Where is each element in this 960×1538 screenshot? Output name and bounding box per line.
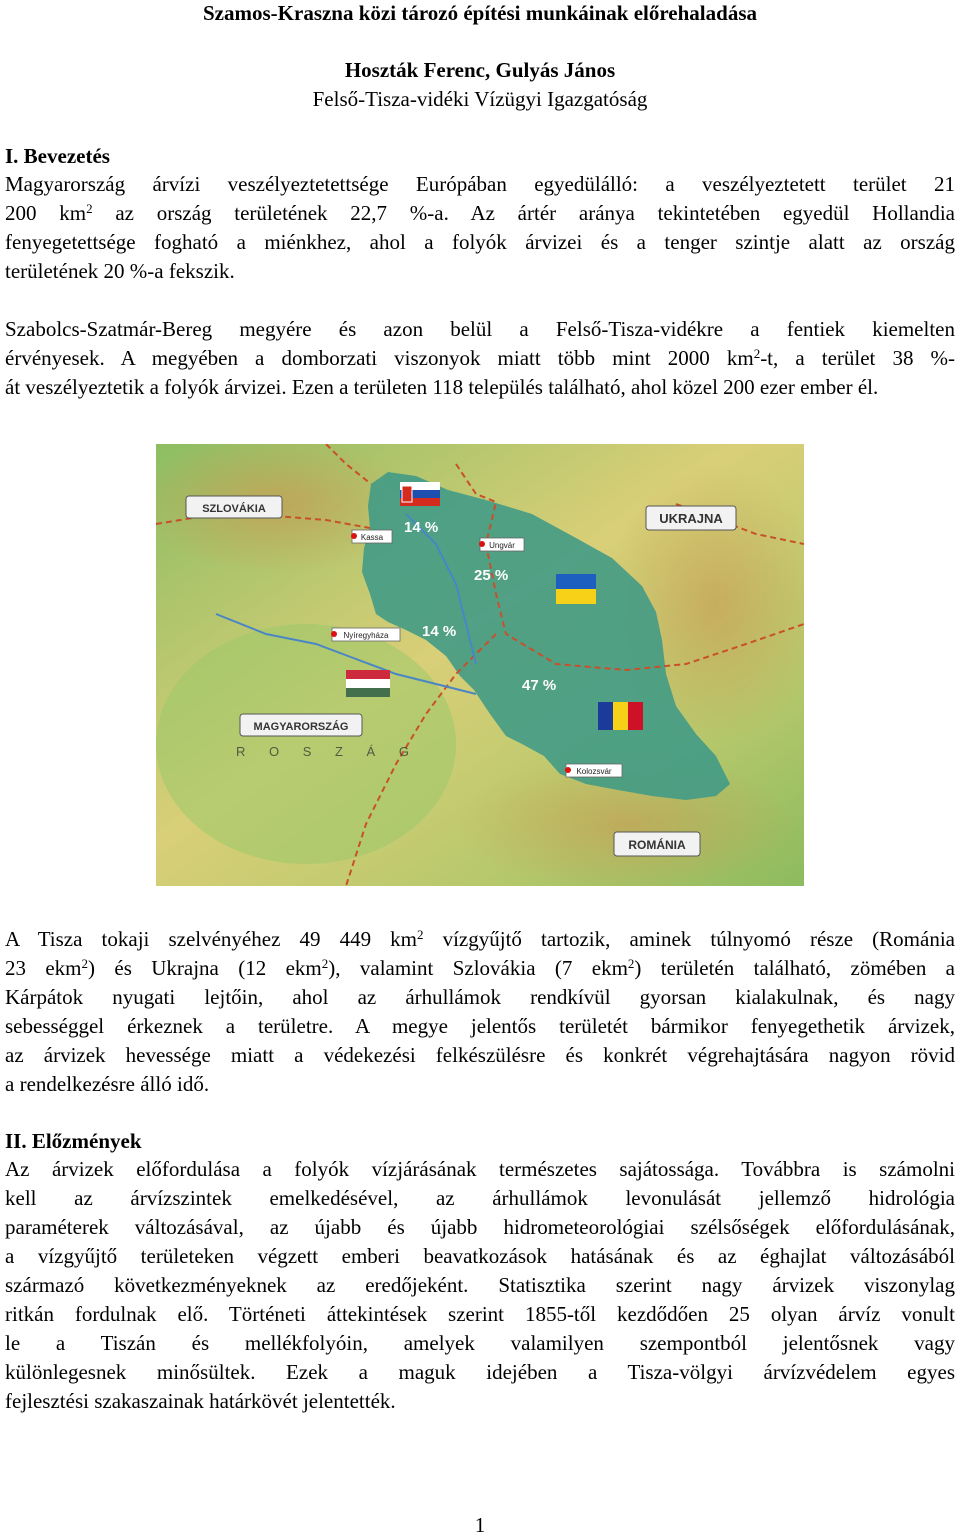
p3-line-5: az árvizek hevessége miatt a védekezési felkészülésre és konkrét végrehajtására nagyon rövid (5, 1043, 955, 1067)
p4-line: ritkán fordulnak elő. Történeti áttekintések szerint 1855-től kezdődően 25 olyan árvíz vonult (5, 1302, 955, 1326)
document-title: Szamos-Kraszna közi tározó építési munkáinak előrehaladása (203, 1, 757, 25)
p4-line: származó következményeknek az eredőjeként. Statisztika szerint nagy árvizek viszonylag (5, 1273, 955, 1297)
label-nyiregyhaza: Nyíregyháza (343, 631, 389, 640)
flag-stripe (628, 702, 643, 730)
percent-slovakia: 14 % (404, 519, 439, 536)
label-hungary: MAGYARORSZÁG (253, 721, 349, 733)
p4-line: le a Tiszán és mellékfolyóin, amelyek valamilyen szempontból jelentősnek vagy (5, 1331, 955, 1355)
percent-ukraine: 25 % (474, 567, 509, 584)
percent-romania: 47 % (522, 677, 557, 694)
superscript: 2 (86, 200, 93, 216)
p3-line-2-b: ) és Ukrajna (12 ekm (88, 956, 322, 980)
superscript: 2 (417, 926, 424, 942)
p2-line-2 (5, 346, 955, 370)
p3-line-3: Kárpátok nyugati lejtőin, ahol az árhullámok rendkívül gyorsan kialakulnak, és nagy (5, 985, 955, 1009)
p3-line-2-a: 23 ekm (5, 956, 82, 980)
p4-line: fejlesztési szakaszainak határkövét jelentették. (5, 1389, 396, 1413)
superscript: 2 (81, 955, 89, 971)
page-number: 1 (474, 1513, 486, 1537)
p1-line-2-b: az ország területének 22,7 %-a. Az ártér aránya tekintetében egyedül Hollandia (92, 201, 955, 225)
percent-hungary: 14 % (422, 623, 457, 640)
p3-line-1-a: A Tisza tokaji szelvényéhez 49 449 km (5, 927, 417, 951)
p4-line: Az árvizek előfordulása a folyók vízjárásának természetes sajátossága. Továbbra is számolni (5, 1157, 955, 1181)
city-dot (565, 767, 571, 773)
p4-line: különlegesnek minősültek. Ezek a maguk idejében a Tisza-völgyi árvízvédelem egyes (5, 1360, 955, 1384)
p2-line-1: Szabolcs-Szatmár-Bereg megyére és azon belül a Felső-Tisza-vidékre a fentiek kiemelten (5, 317, 955, 341)
p1-line-2-a: 200 km (5, 201, 87, 225)
p3-line-6: a rendelkezésre álló idő. (5, 1072, 210, 1096)
tisza-basin-map (156, 444, 804, 886)
paragraph-4 (5, 1155, 955, 1416)
label-romania: ROMÁNIA (628, 838, 686, 852)
flag-stripe (598, 702, 613, 730)
label-ukraine: UKRAJNA (659, 511, 723, 526)
section-heading-background: II. Előzmények (5, 1129, 142, 1153)
authors: Hoszták Ferenc, Gulyás János (344, 58, 616, 82)
paragraph-2 (5, 315, 955, 402)
paragraph-1 (5, 170, 955, 286)
p3-line-1 (5, 927, 955, 951)
p2-line-3: át veszélyeztetik a folyók árvizei. Ezen a területen 118 település található, ahol közel 200 ezer (5, 375, 795, 399)
section-heading-introduction: I. Bevezetés (5, 144, 110, 168)
label-kosice: Kassa (360, 533, 384, 542)
flag-emblem (402, 486, 412, 502)
flag-hungary (346, 670, 390, 697)
flag-stripe (613, 702, 628, 730)
flag-stripe (556, 589, 596, 604)
city-dot (479, 541, 485, 547)
organization: Felső-Tisza-vidéki Vízügyi Igazgatóság (312, 87, 648, 111)
label-cluj: Kolozsvár (576, 767, 612, 776)
p4-line: kell az árvízszintek emelkedésével, az árhullámok levonulását jellemző hidrológia (5, 1186, 955, 1210)
flag-stripe (346, 688, 390, 697)
p4-line: a vízgyűjtő területeken végzett emberi beavatkozások hatásának és az éghajlat változásából (5, 1244, 955, 1268)
p3-line-2-d: ) területén található, zömében a (634, 956, 956, 980)
p1-line-2 (5, 201, 955, 225)
flag-romania (598, 702, 643, 730)
label-slovakia: SZLOVÁKIA (202, 503, 266, 515)
p3-line-4: sebességgel érkeznek a területre. A megye jelentős területét bármikor fenyegethetik árvizek, (5, 1014, 955, 1038)
city-dot (331, 631, 337, 637)
label-region-letters: R O S Z Á G (236, 744, 419, 759)
flag-stripe (346, 670, 390, 679)
flag-stripe (346, 679, 390, 688)
p4-line: paraméterek változásával, az újabb és újabb hidrometeorológiai szélsőségek előfordulásának, (5, 1215, 955, 1239)
p3-line-1-b: vízgyűjtő tartozik, aminek túlnyomó része (Románia (423, 927, 955, 951)
flag-stripe (556, 574, 596, 589)
flag-ukraine (556, 574, 596, 604)
superscript: 2 (321, 955, 329, 971)
paragraph-3 (5, 925, 955, 1099)
p2-line-2-a: érvényesek. A megyében a domborzati viszonyok miatt több mint 2000 km (5, 346, 754, 370)
p3-line-2 (5, 956, 955, 980)
p3-line-2-c: ), valamint Szlovákia (7 ekm (328, 956, 628, 980)
p1-line-1: Magyarország árvízi veszélyeztetettsége Európában egyedülálló: a veszélyeztetett terület 21 (5, 172, 955, 196)
p2-line-4: ember él. (800, 375, 879, 399)
p1-line-3: fenyegetettsége fogható a miénkhez, ahol a folyók árvizei és a tenger szintje alatt az ország (5, 230, 955, 254)
superscript: 2 (627, 955, 635, 971)
p2-line-2-b: -t, a terület 38 %- (760, 346, 955, 370)
superscript: 2 (753, 345, 761, 361)
p1-line-4: területének 20 %-a fekszik. (5, 259, 235, 283)
flag-slovakia (400, 482, 440, 506)
label-uzhgorod: Ungvár (489, 541, 515, 550)
city-dot (351, 533, 357, 539)
